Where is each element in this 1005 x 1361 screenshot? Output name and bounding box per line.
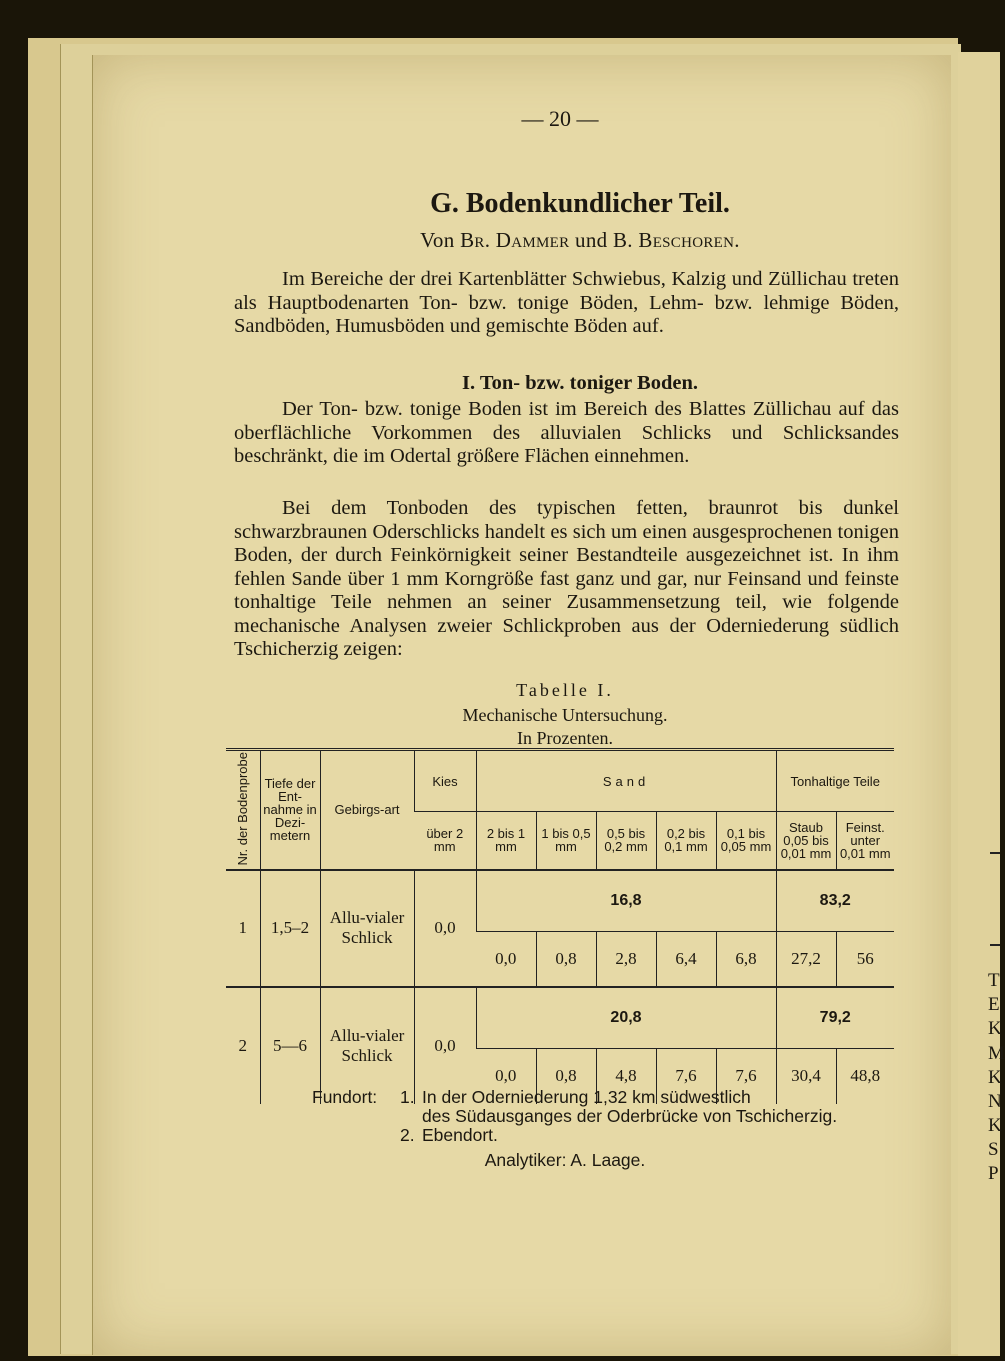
row1-nr: 1 [226, 870, 260, 987]
row1-ton-2: 56 [836, 932, 894, 987]
header-gebirgsart: Gebirgs-art [320, 750, 414, 870]
row1-sand-total: 16,8 [476, 870, 776, 932]
fundort-num-2: 2. [400, 1125, 415, 1145]
adjacent-page-letter: M [988, 1043, 1005, 1064]
body-paragraph-2 [234, 497, 899, 662]
author-2: B. Beschoren. [612, 228, 740, 252]
authors-prefix: Von [420, 228, 455, 252]
row2-ton-total: 79,2 [776, 987, 894, 1049]
section-title: G. Bodenkundlicher Teil. [430, 188, 730, 219]
adjacent-page-letter: P [988, 1163, 999, 1184]
analytiker-line: Analytiker: A. Laage. [484, 1150, 646, 1170]
body-paragraph-1 [234, 398, 899, 469]
row2-gebirgsart: Allu-vialer Schlick [320, 987, 414, 1104]
subsection-heading: I. Ton- bzw. toniger Boden. [461, 372, 698, 394]
header-ton-sub-1: Staub 0,05 bis 0,01 mm [776, 812, 836, 870]
header-sand-sub-2: 1 bis 0,5 mm [536, 812, 596, 870]
row1-gebirgsart: Allu-vialer Schlick [320, 870, 414, 987]
para1-text: Der Ton- bzw. tonige Boden ist im Bereich des Blattes Züllichau auf das oberflächliche Vorkommen des alluvialen Schlicks und Schlicksandes beschränkt, die im Odertal größere Flächen einnehmen. [234, 398, 899, 467]
row2-sand-1: 0,0 [476, 1049, 536, 1104]
row2-ton-1: 30,4 [776, 1049, 836, 1104]
row1-sand-2: 0,8 [536, 932, 596, 987]
header-tiefe: Tiefe der Ent-nahme in Dezi-metern [260, 750, 320, 870]
row2-sand-total: 20,8 [476, 987, 776, 1049]
row1-sand-5: 6,8 [716, 932, 776, 987]
adjacent-page-strip [958, 52, 1005, 1356]
table-caption-title: Tabelle I. [516, 680, 614, 700]
header-sand-sub-4: 0,2 bis 0,1 mm [656, 812, 716, 870]
header-sand-sub-1: 2 bis 1 mm [476, 812, 536, 870]
row1-kies: 0,0 [414, 870, 476, 987]
row2-sand-3: 4,8 [596, 1049, 656, 1104]
row2-tiefe: 5—6 [260, 987, 320, 1104]
authors-conj: und [575, 228, 608, 252]
row1-tiefe: 1,5–2 [260, 870, 320, 987]
analysis-table [226, 748, 894, 1104]
header-ton-sub-2: Feinst. unter 0,01 mm [836, 812, 894, 870]
header-nr: Nr. der Bodenprobe [226, 750, 260, 870]
adjacent-page-letter: E [988, 994, 1000, 1015]
adjacent-page-letter: K [988, 1115, 1002, 1136]
para2-text: Bei dem Tonboden des typischen fetten, braunrot bis dunkel schwarzbraunen Oderschlicks handelt es sich um einen ausgesprochenen tonigen Boden, der durch Feinkörnigkeit seiner Bestandteile ausgezeichnet ist. In ihm fehlen Sande über 1 mm Korngröße fast ganz und gar, nur Feinsand und feinste tonhaltige Teile nehmen an seiner Zusammensetzung teil, wie folgende mechanische Analysen zweier Schlickproben aus der Oderniederung südlich Tschicherzig zeigen: [234, 497, 899, 660]
header-sand-sub-3: 0,5 bis 0,2 mm [596, 812, 656, 870]
adjacent-page-letter: S [988, 1139, 999, 1160]
adjacent-page-rule [990, 944, 1000, 946]
fundort-item-1-line-1: In der Oderniederung 1,32 km südwestlich [422, 1087, 751, 1107]
fundort-num-1: 1. [400, 1087, 415, 1107]
table-caption-unit: In Prozenten. [517, 728, 613, 748]
row2-nr: 2 [226, 987, 260, 1104]
intro-paragraph [234, 268, 899, 339]
row2-kies: 0,0 [414, 987, 476, 1104]
row1-ton-total: 83,2 [776, 870, 894, 932]
adjacent-page-letter: K [988, 1067, 1002, 1088]
fundort-item-2: Ebendort. [422, 1125, 498, 1145]
page-number: — 20 — [521, 106, 599, 131]
header-sand: Sand [476, 750, 776, 812]
row2-sand-4: 7,6 [656, 1049, 716, 1104]
row1-sand-3: 2,8 [596, 932, 656, 987]
adjacent-page-letter: N [988, 1091, 1002, 1112]
header-kies-sub: über 2 mm [414, 812, 476, 870]
table-caption-subtitle: Mechanische Untersuchung. [462, 705, 668, 725]
adjacent-page-letter: K [988, 1018, 1002, 1039]
author-1: Br. Dammer [460, 228, 570, 252]
header-sand-sub-5: 0,1 bis 0,05 mm [716, 812, 776, 870]
authors-line [300, 228, 860, 253]
intro-text: Im Bereiche der drei Kartenblätter Schwiebus, Kalzig und Züllichau treten als Hauptbodenarten Ton- bzw. tonige Böden, Lehm- bzw. lehmige Böden, Sandböden, Humusböden und gemischte Böden auf. [234, 268, 899, 337]
row2-ton-2: 48,8 [836, 1049, 894, 1104]
row1-sand-4: 6,4 [656, 932, 716, 987]
fundort-label: Fundort: [312, 1087, 378, 1107]
row1-sand-1: 0,0 [476, 932, 536, 987]
header-kies: Kies [414, 750, 476, 812]
adjacent-page-rule [990, 852, 1000, 854]
row2-sand-5: 7,6 [716, 1049, 776, 1104]
fundort-item-1-line-2: des Südausganges der Oderbrücke von Tschicherzig. [422, 1106, 838, 1126]
row2-sand-2: 0,8 [536, 1049, 596, 1104]
fundort-note [312, 1088, 912, 1145]
header-ton: Tonhaltige Teile [776, 750, 894, 812]
adjacent-page-letter: T [988, 970, 1000, 991]
row1-ton-1: 27,2 [776, 932, 836, 987]
